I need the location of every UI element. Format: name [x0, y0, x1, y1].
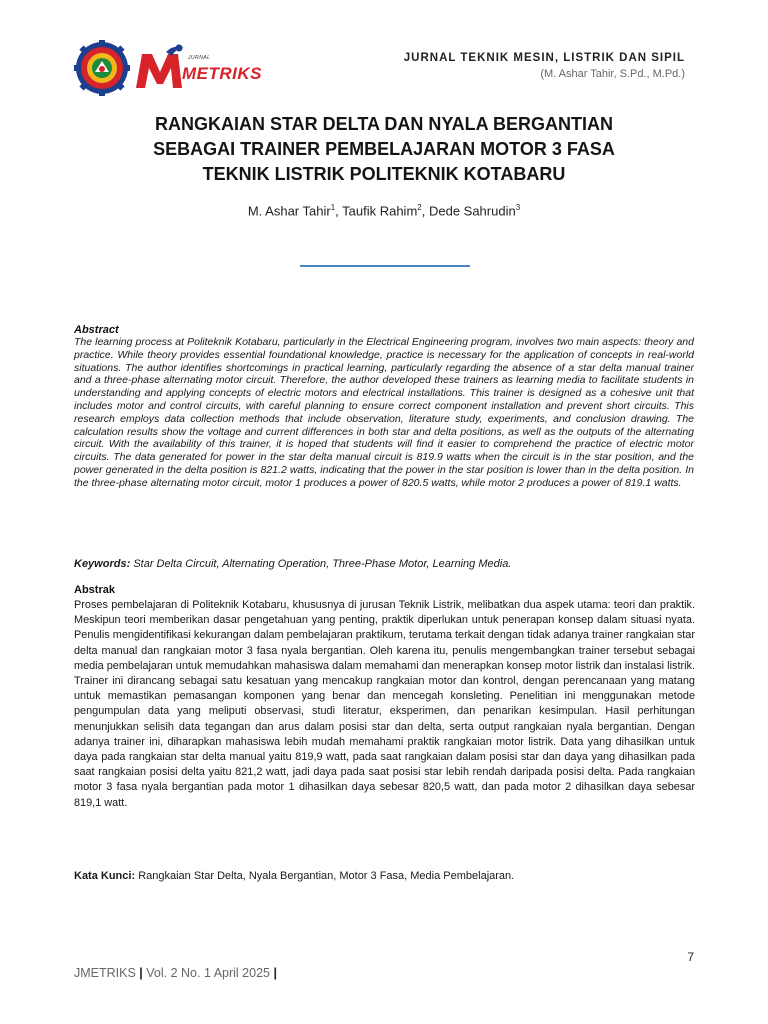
- journal-editor: (M. Ashar Tahir, S.Pd., M.Pd.): [540, 68, 685, 80]
- author-separator: ,: [335, 203, 343, 219]
- abstrak-body: Proses pembelajaran di Politeknik Kotabaru, khususnya di jurusan Teknik Listrik, melibatkan dua aspek utama: teori dan praktik. Meskipun teori memberikan dasar pengetahuan yang penting, praktik diperlukan untuk penerapan konsep dalam situasi nyata. Penulis mengidentifikasi kekurangan dalam pembelajaran praktikum, terutama terkait dengan tidak adanya trainer rangkaian star delta manual dan rangkaian motor 3 fasa nyala bergantian. Oleh karena itu, penulis mengembangkan trainer tersebut sebagai media pembelajaran untuk memudahkan mahasiswa dalam memahami dan menerapkan konsep motor listrik dan instalasi listrik. Trainer ini dirancang sebagai satu kesatuan yang mencakup rangkaian motor dan kontrol, dengan perencanaan yang matang untuk memastikan pemasangan komponen yang benar dan mencegah konsleting. Penelitian ini menggunakan metode pengumpulan data yang meliputi observasi, studi literatur, eksperimen, dan penarikan kesimpulan. Hasil perhitungan menunjukkan selisih data tegangan dan arus dalam posisi star dan delta, serta output rangkaian nyala bergantian. Dengan adanya trainer ini, diharapkan mahasiswa lebih mudah memahami praktik rangkaian motor listrik. Data yang dihasilkan untuk daya pada rangkaian star delta manual yaitu 819,9 watt, pada saat rangkaian dalam posisi star dan daya yang dihasilkan pada saat rangkaian posisi delta yaitu 821,2 watt, jadi daya pada saat posisi star lebih rendah daripada posisi delta. Pada rangkaian motor 3 fasa nyala bergantian pada motor 1 dihasilkan daya sebesar 820,5 watt, dan pada motor 2 dihasilkan daya sebesar 819,1 watt.: [74, 599, 695, 809]
- author-name: M. Ashar Tahir: [247, 203, 331, 219]
- kata-kunci: [74, 870, 514, 882]
- kata-kunci-text: Rangkaian Star Delta, Nyala Bergantian, Motor 3 Fasa, Media Pembelajaran.: [138, 870, 515, 882]
- author-affiliation-mark: 2: [417, 203, 422, 212]
- footer-journal: JMETRIKS: [74, 966, 136, 980]
- author-list: [60, 203, 708, 218]
- page-footer: [74, 966, 277, 980]
- keywords-text: Star Delta Circuit, Alternating Operation, Three-Phase Motor, Learning Media.: [133, 558, 512, 570]
- logo-small-text: JURNAL: [188, 55, 211, 61]
- author-name: Taufik Rahim: [342, 203, 418, 219]
- author-name: Dede Sahrudin: [428, 203, 516, 219]
- institution-gear-logo-icon: [74, 40, 130, 96]
- author-separator: ,: [421, 203, 429, 219]
- abstrak-heading: Abstrak: [74, 584, 115, 596]
- page-number: 7: [687, 950, 694, 964]
- title-line: RANGKAIAN STAR DELTA DAN NYALA BERGANTIAN: [155, 114, 613, 134]
- author-affiliation-mark: 1: [330, 203, 336, 212]
- journal-name: JURNAL TEKNIK MESIN, LISTRIK DAN SIPIL: [403, 52, 685, 64]
- footer-issue: Vol. 2 No. 1 April 2025: [146, 966, 270, 980]
- metriks-m-logo-icon: [132, 42, 188, 92]
- title-line: SEBAGAI TRAINER PEMBELAJARAN MOTOR 3 FASA: [153, 139, 615, 159]
- logo-wordmark: METRIKS: [182, 64, 262, 83]
- title-line: TEKNIK LISTRIK POLITEKNIK KOTABARU: [202, 164, 566, 184]
- keywords-label: Keywords:: [74, 558, 131, 570]
- kata-kunci-label: Kata Kunci:: [74, 870, 136, 882]
- abstract-heading: Abstract: [74, 324, 119, 336]
- author-affiliation-mark: 3: [515, 203, 521, 212]
- title-divider: [300, 265, 470, 267]
- paper-title: [60, 112, 708, 187]
- footer-separator: |: [139, 966, 143, 980]
- footer-separator: |: [273, 966, 277, 980]
- abstract-body: The learning process at Politeknik Kotabaru, particularly in the Electrical Engineering program, involves two main aspects: theory and practice. While theory provides essential foundational knowledge, practice is necessary for the application of concepts in real-world situations. The author identifies shortcomings in practical learning, particularly regarding the absence of a star delta manual trainer and a three-phase alternating motor circuit. Therefore, the author developed these trainers as learning media to facilitate students in understanding and applying concepts of electric motors and electrical installations. This trainer is designed as a cohesive unit that includes motor and control circuits, with careful planning to ensure correct component installation and prevent short circuits. This research employs data collection methods that include observation, literature study, experiments, and conclusion drawing. The calculation results show the voltage and current differences in both star and delta positions, as well as the outputs of the alternating circuit. With the availability of this trainer, it is hoped that students will find it easier to comprehend the practice of electric motor circuits. The data generated for power in the star delta manual circuit is 819.9 watts when the circuit is in the star position, and the power generated in the delta position is 821.2 watts, indicating that the power in the star position is lower than in the delta position. In the three-phase alternating motor circuit, motor 1 produces a power of 820.5 watts, while motor 2 produces a power of 819.1 watts.: [74, 336, 694, 489]
- keywords: [74, 558, 511, 570]
